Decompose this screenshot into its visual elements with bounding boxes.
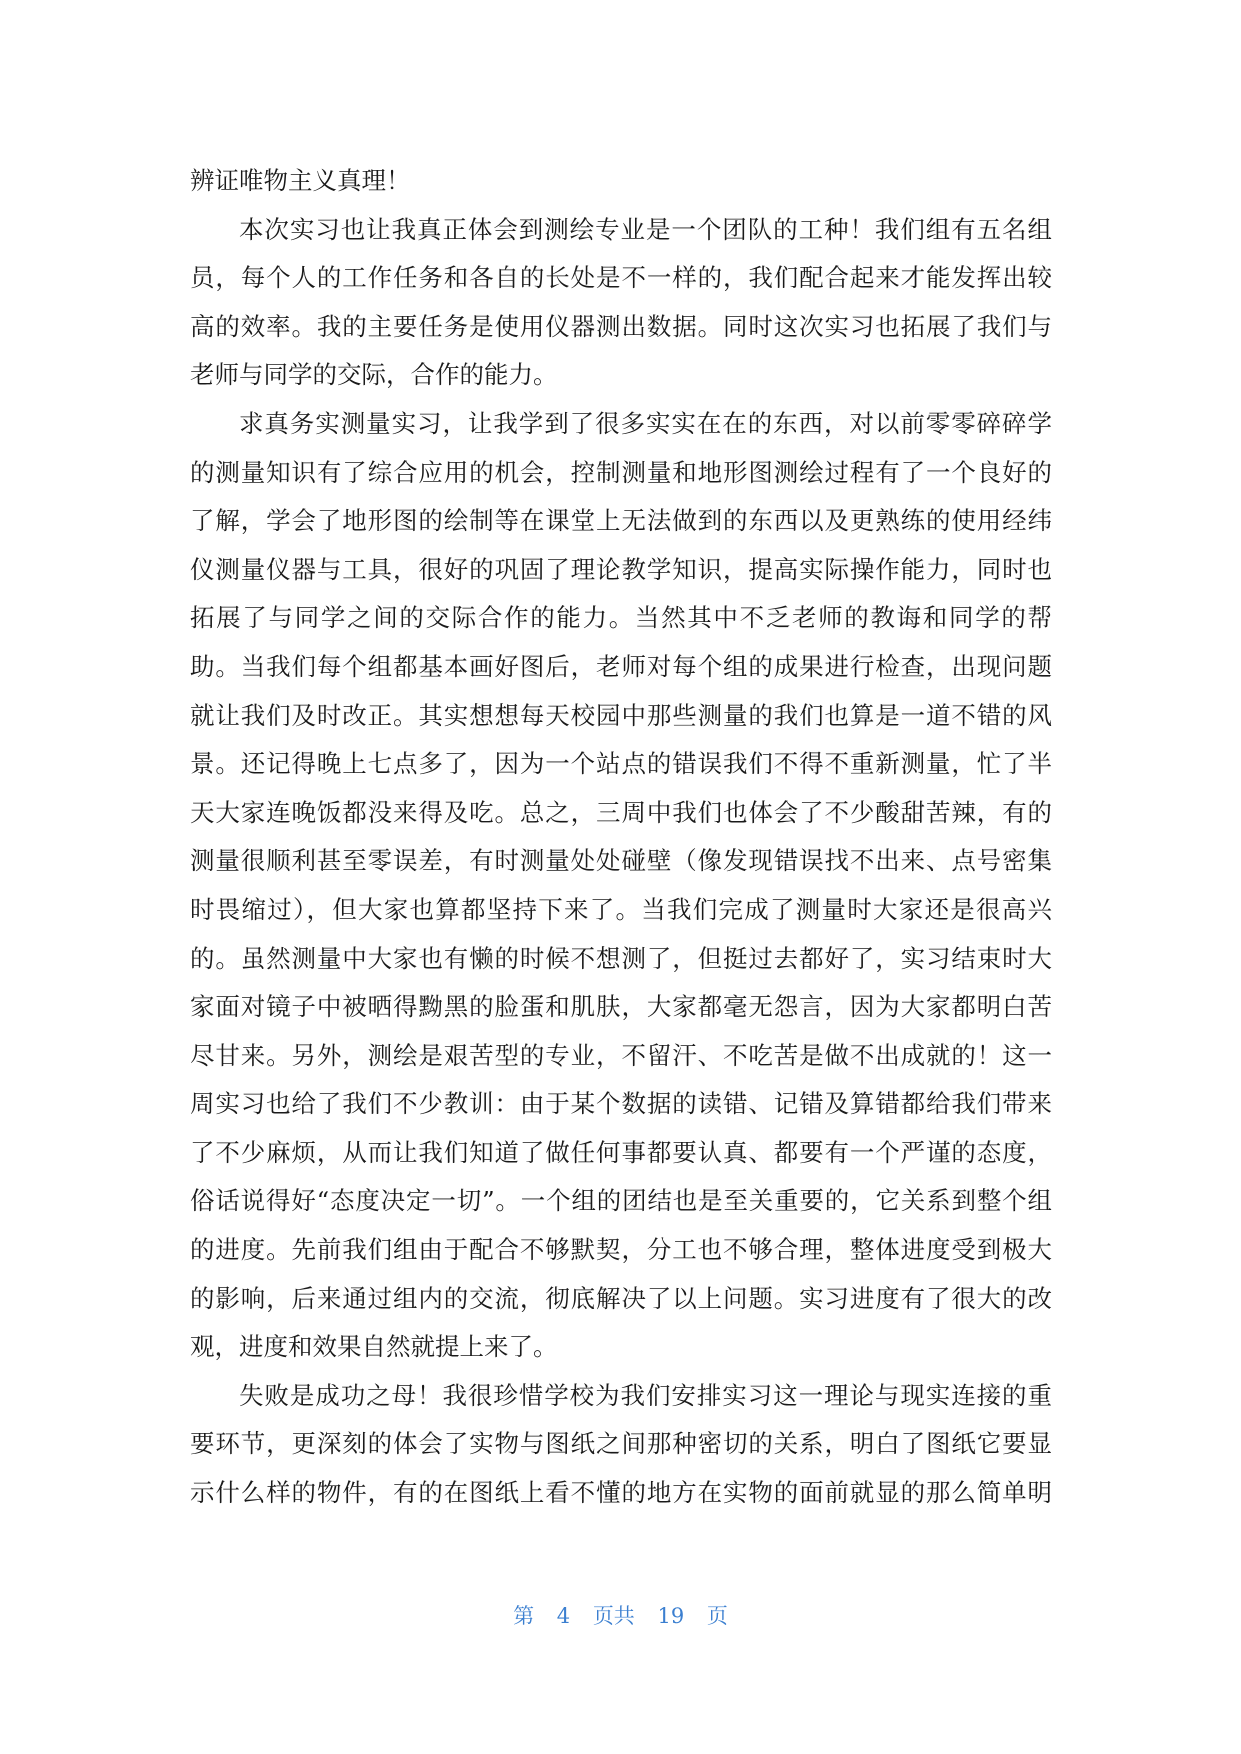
text-line: 助。当我们每个组都基本画好图后，老师对每个组的成果进行检查，出现问题 (190, 651, 1052, 681)
text-line: 的。虽然测量中大家也有懒的时候不想测了，但挺过去都好了，实习结束时大 (190, 943, 1052, 973)
text-line: 示什么样的物件，有的在图纸上看不懂的地方在实物的面前就显的那么简单明 (190, 1478, 1052, 1508)
text-line: 了不少麻烦，从而让我们知道了做任何事都要认真、都要有一个严谨的态度， (190, 1137, 1052, 1167)
paragraph-first-line: 求真务实测量实习，让我学到了很多实实在在的东西，对以前零零碎碎学 (239, 408, 1052, 438)
text-line: 的进度。先前我们组由于配合不够默契，分工也不够合理，整体进度受到极大 (190, 1235, 1052, 1265)
document-body (190, 157, 1052, 1518)
paragraph-first-line: 失败是成功之母！我很珍惜学校为我们安排实习这一理论与现实连接的重 (239, 1380, 1052, 1410)
text-line: 俗话说得好“态度决定一切”。一个组的团结也是至关重要的，它关系到整个组 (190, 1186, 1052, 1216)
page-prefix: 第 (513, 1604, 535, 1628)
text-line: 拓展了与同学之间的交际合作的能力。当然其中不乏老师的教诲和同学的帮 (190, 603, 1052, 633)
text-line: 就让我们及时改正。其实想想每天校园中那些测量的我们也算是一道不错的风 (190, 700, 1052, 730)
current-page-number: 4 (556, 1604, 571, 1628)
text-line: 仪测量仪器与工具，很好的巩固了理论教学知识，提高实际操作能力，同时也 (190, 554, 1052, 584)
text-line: 高的效率。我的主要任务是使用仪器测出数据。同时这次实习也拓展了我们与 (190, 311, 1052, 341)
text-line: 老师与同学的交际，合作的能力。 (190, 360, 558, 390)
text-line: 员，每个人的工作任务和各自的长处是不一样的，我们配合起来才能发挥出较 (190, 263, 1052, 293)
text-line: 天大家连晚饭都没来得及吃。总之，三周中我们也体会了不少酸甜苦辣，有的 (190, 797, 1052, 827)
page-number-footer (0, 1600, 1241, 1630)
text-line: 尽甘来。另外，测绘是艰苦型的专业，不留汗、不吃苦是做不出成就的！这一 (190, 1040, 1052, 1070)
paragraph-first-line: 本次实习也让我真正体会到测绘专业是一个团队的工种！我们组有五名组 (239, 214, 1052, 244)
page-middle-text: 页共 (592, 1604, 635, 1628)
text-line: 周实习也给了我们不少教训：由于某个数据的读错、记错及算错都给我们带来 (190, 1089, 1052, 1119)
text-line: 要环节，更深刻的体会了实物与图纸之间那种密切的关系，明白了图纸它要显 (190, 1429, 1052, 1459)
text-line: 的影响，后来通过组内的交流，彻底解决了以上问题。实习进度有了很大的改 (190, 1283, 1052, 1313)
text-line: 家面对镜子中被晒得黝黑的脸蛋和肌肤，大家都毫无怨言，因为大家都明白苦 (190, 992, 1052, 1022)
text-line: 辨证唯物主义真理！ (190, 166, 411, 195)
text-line: 测量很顺利甚至零误差，有时测量处处碰壁（像发现错误找不出来、点号密集 (190, 846, 1052, 876)
text-line: 景。还记得晚上七点多了，因为一个站点的错误我们不得不重新测量，忙了半 (190, 749, 1052, 779)
page-suffix: 页 (706, 1604, 728, 1628)
text-line: 时畏缩过），但大家也算都坚持下来了。当我们完成了测量时大家还是很高兴 (190, 894, 1052, 924)
text-line: 的测量知识有了综合应用的机会，控制测量和地形图测绘过程有了一个良好的 (190, 457, 1052, 487)
text-line: 观，进度和效果自然就提上来了。 (190, 1332, 558, 1362)
total-page-count: 19 (657, 1604, 685, 1628)
text-line: 了解，学会了地形图的绘制等在课堂上无法做到的东西以及更熟练的使用经纬 (190, 506, 1052, 536)
